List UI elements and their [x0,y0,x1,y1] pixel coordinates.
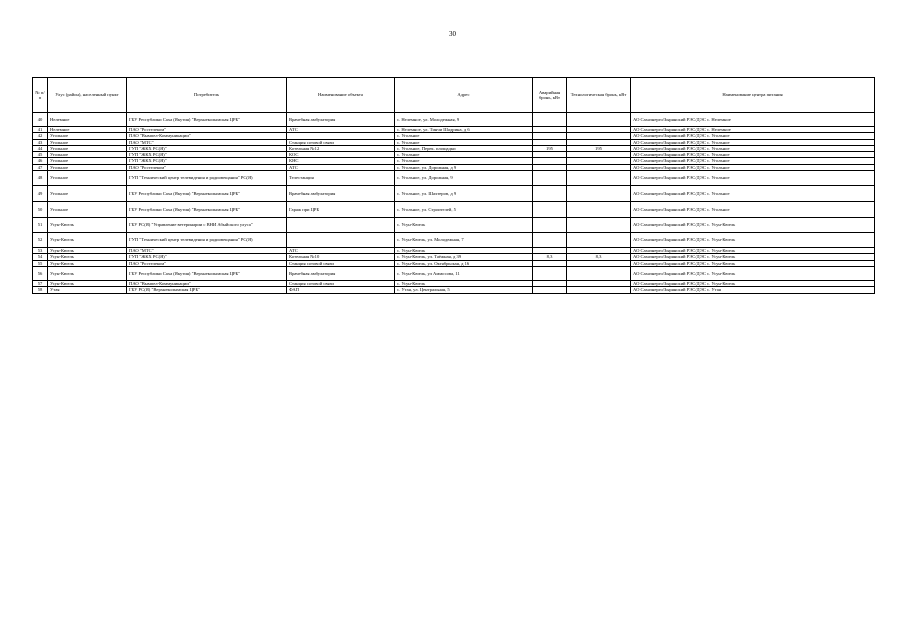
cell-object: Станция сотовой связи [287,139,395,145]
col-header-object: Наименование объекта [287,78,395,113]
cell-consumer: ГБУ Республики Саха (Якутия) "Верхнеколымская ЦРБ" [127,266,287,280]
cell-power-center: АО Сахаэнерго/Зырянский РЭС/ДЭС с. Утая [631,287,875,293]
cell-object: АТС [287,127,395,133]
cell-tech-reserve [567,287,631,293]
cell-consumer: ГБУ Республики Саха (Якутия) "Верхнеколымская ЦРБ" [127,113,287,127]
cell-object: Врачебная амбулатория [287,186,395,202]
cell-address: с. Усун-Кюель [395,280,533,286]
cell-num: 49 [33,186,48,202]
cell-ulus: Нелемное [48,113,127,127]
col-header-tech-reserve: Технологическая бронь, кВт [567,78,631,113]
cell-consumer: ГБУ Республики Саха (Якутия) "Верхнеколымская ЦРБ" [127,186,287,202]
cell-power-center: АО Сахаэнерго/Зырянский РЭС/ДЭС с. Усун-Кюель [631,233,875,248]
cell-address: с. Угольное [395,152,533,158]
cell-tech-reserve: 195 [567,145,631,151]
cell-consumer: ПАО "Вымпел-Коммуникации" [127,280,287,286]
cell-ulus: Усун-Кюель [48,260,127,266]
cell-ulus: Угольное [48,139,127,145]
cell-object: АТС [287,164,395,170]
table-row [33,202,875,218]
cell-consumer: ПАО "Ростелеком" [127,164,287,170]
cell-power-center: АО Сахаэнерго/Зырянский РЭС/ДЭС с. Угольное [631,186,875,202]
cell-emergency-reserve [533,287,567,293]
cell-emergency-reserve [533,233,567,248]
cell-tech-reserve [567,113,631,127]
cell-ulus: Угольное [48,158,127,164]
cell-power-center: АО Сахаэнерго/Зырянский РЭС/ДЭС с. Усун-Кюель [631,280,875,286]
cell-address: с. Усун-Кюель, ул Аммосова, 11 [395,266,533,280]
cell-num: 55 [33,260,48,266]
cell-tech-reserve [567,186,631,202]
cell-ulus: Усун-Кюель [48,248,127,254]
cell-num: 54 [33,254,48,260]
cell-emergency-reserve [533,186,567,202]
cell-num: 57 [33,280,48,286]
cell-object: Врачебная амбулатория [287,266,395,280]
cell-ulus: Угольное [48,145,127,151]
cell-ulus: Нелемное [48,127,127,133]
cell-num: 50 [33,202,48,218]
cell-address: с. Угольное, Перек. площадки [395,145,533,151]
cell-power-center: АО Сахаэнерго/Зырянский РЭС/ДЭС с. Усун-Кюель [631,248,875,254]
cell-consumer: ГБУ Республики Саха (Якутия) "Верхнеколымская ЦРБ" [127,202,287,218]
cell-consumer: ГУП "Технический центр телевидения и радиовещания" РС(Я) [127,233,287,248]
cell-tech-reserve: 8,3 [567,254,631,260]
cell-address: с. Нелемное, ул. Молодежная, 9 [395,113,533,127]
cell-object: Гараж при ЦРБ [287,202,395,218]
cell-consumer: ГУП "ЖКХ РС(Я)" [127,254,287,260]
cell-object: Станция сотовой связи [287,260,395,266]
cell-power-center: АО Сахаэнерго/Зырянский РЭС/ДЭС с. Угольное [631,171,875,186]
cell-power-center: АО Сахаэнерго/Зырянский РЭС/ДЭС с. Угольное [631,158,875,164]
cell-address: с. Угольное, ул. Дорожная, 9 [395,171,533,186]
cell-address: с. Угольное [395,133,533,139]
cell-num: 41 [33,127,48,133]
cell-address: с. Усун-Кюель, ул. Октябрьская, д 16 [395,260,533,266]
cell-address: с. Усун-Кюель, ул. Молодежная, 7 [395,233,533,248]
cell-address: с. Угольное, ул. Дорожная, д 9 [395,164,533,170]
cell-power-center: АО Сахаэнерго/Зырянский РЭС/ДЭС с. Усун-Кюель [631,254,875,260]
cell-tech-reserve [567,171,631,186]
cell-object [287,233,395,248]
cell-num: 47 [33,164,48,170]
cell-num: 43 [33,139,48,145]
cell-ulus: Угольное [48,133,127,139]
cell-consumer: ПАО "МТС" [127,139,287,145]
cell-power-center: АО Сахаэнерго/Зырянский РЭС/ДЭС с. Усун-Кюель [631,218,875,233]
cell-object: КОС [287,152,395,158]
cell-consumer: ГБУ РС(Я) "Верхнеколымская ЦРБ" [127,287,287,293]
cell-num: 51 [33,218,48,233]
cell-object: Котельная №10 [287,254,395,260]
cell-ulus: Усун-Кюель [48,280,127,286]
cell-num: 56 [33,266,48,280]
cell-consumer: ГУП "Технический центр телевидения и радиовещания" РС(Я) [127,171,287,186]
cell-consumer: ПАО "Ростелеком" [127,260,287,266]
cell-consumer: ГУП "ЖКХ РС(Я)" [127,152,287,158]
cell-consumer: ГБУ РС(Я) "Управление ветеринарии с ВНИ Абыйского улуса" [127,218,287,233]
cell-tech-reserve [567,266,631,280]
cell-address: с. Утая, ул. Центральная, 5 [395,287,533,293]
col-header-address: Адрес [395,78,533,113]
cell-ulus: Усун-Кюель [48,266,127,280]
table-row [33,287,875,293]
cell-consumer: ПАО "Ростелеком" [127,127,287,133]
cell-address: с. Усун-Кюель, ул. Таёжная, д 39 [395,254,533,260]
cell-address: с. Угольное [395,158,533,164]
cell-power-center: АО Сахаэнерго/Зырянский РЭС/ДЭС с. Угольное [631,164,875,170]
cell-num: 45 [33,152,48,158]
cell-ulus: Угольное [48,186,127,202]
cell-consumer: ГУП "ЖКХ РС(Я)" [127,158,287,164]
cell-object: Котельная №12 [287,145,395,151]
cell-num: 46 [33,158,48,164]
page-number: 30 [449,30,456,38]
cell-tech-reserve [567,202,631,218]
cell-address: с. Угольное, ул. Строителей, 5 [395,202,533,218]
cell-object: Телестанция [287,171,395,186]
col-header-num: № п/п [33,78,48,113]
cell-num: 44 [33,145,48,151]
cell-power-center: АО Сахаэнерго/Зырянский РЭС/ДЭС с. Усун-Кюель [631,266,875,280]
col-header-consumer: Потребитель [127,78,287,113]
cell-power-center: АО Сахаэнерго/Зырянский РЭС/ДЭС с. Угольное [631,152,875,158]
cell-object: АТС [287,248,395,254]
cell-emergency-reserve [533,171,567,186]
cell-object: Врачебная амбулатория [287,113,395,127]
cell-power-center: АО Сахаэнерго/Зырянский РЭС/ДЭС с. Угольное [631,133,875,139]
cell-object [287,218,395,233]
table-row [33,218,875,233]
cell-ulus: Угольное [48,171,127,186]
cell-object: ФАП [287,287,395,293]
cell-emergency-reserve: 195 [533,145,567,151]
cell-num: 58 [33,287,48,293]
cell-power-center: АО Сахаэнерго/Зырянский РЭС/ДЭС с. Нелемное [631,127,875,133]
cell-num: 42 [33,133,48,139]
col-header-emergency-reserve: Аварийная бронь, кВт [533,78,567,113]
cell-power-center: АО Сахаэнерго/Зырянский РЭС/ДЭС с. Нелемное [631,113,875,127]
cell-emergency-reserve [533,266,567,280]
table-body [33,113,875,294]
col-header-power-center: Наименование центра питания [631,78,875,113]
cell-consumer: ПАО "МТС" [127,248,287,254]
cell-object: КНС [287,158,395,164]
cell-object: Станция сотовой связи [287,280,395,286]
cell-address: с. Нелемное, ул. Тинчи Шадрина, д 6 [395,127,533,133]
cell-emergency-reserve [533,202,567,218]
cell-emergency-reserve: 8,3 [533,254,567,260]
table-row [33,113,875,127]
table-row [33,186,875,202]
cell-emergency-reserve [533,218,567,233]
cell-address: с. Усун-Кюель [395,218,533,233]
cell-ulus: Усун-Кюель [48,218,127,233]
cell-ulus: Усун-Кюель [48,254,127,260]
cell-power-center: АО Сахаэнерго/Зырянский РЭС/ДЭС с. Угольное [631,139,875,145]
cell-address: с. Угольное, ул. Шахтеров, д 9 [395,186,533,202]
cell-consumer: ПАО "Вымпел-Коммуникации" [127,133,287,139]
table-row [33,233,875,248]
cell-consumer: ГУП "ЖКХ РС(Я)" [127,145,287,151]
cell-num: 53 [33,248,48,254]
cell-address: с. Усун-Кюель [395,248,533,254]
cell-power-center: АО Сахаэнерго/Зырянский РЭС/ДЭС с. Усун-Кюель [631,260,875,266]
cell-ulus: Угольное [48,164,127,170]
cell-ulus: Угольное [48,152,127,158]
cell-tech-reserve [567,218,631,233]
cell-emergency-reserve [533,113,567,127]
reservation-table [32,77,875,294]
cell-power-center: АО Сахаэнерго/Зырянский РЭС/ДЭС с. Угольное [631,145,875,151]
cell-num: 48 [33,171,48,186]
cell-address: с. Угольное [395,139,533,145]
cell-num: 40 [33,113,48,127]
cell-tech-reserve [567,233,631,248]
cell-power-center: АО Сахаэнерго/Зырянский РЭС/ДЭС с. Угольное [631,202,875,218]
col-header-ulus: Улус (район), населенный пункт [48,78,127,113]
cell-ulus: Усун-Кюель [48,233,127,248]
header-row [33,78,875,113]
cell-ulus: Угольное [48,202,127,218]
cell-ulus: Утая [48,287,127,293]
table-row [33,266,875,280]
table-row [33,171,875,186]
cell-num: 52 [33,233,48,248]
